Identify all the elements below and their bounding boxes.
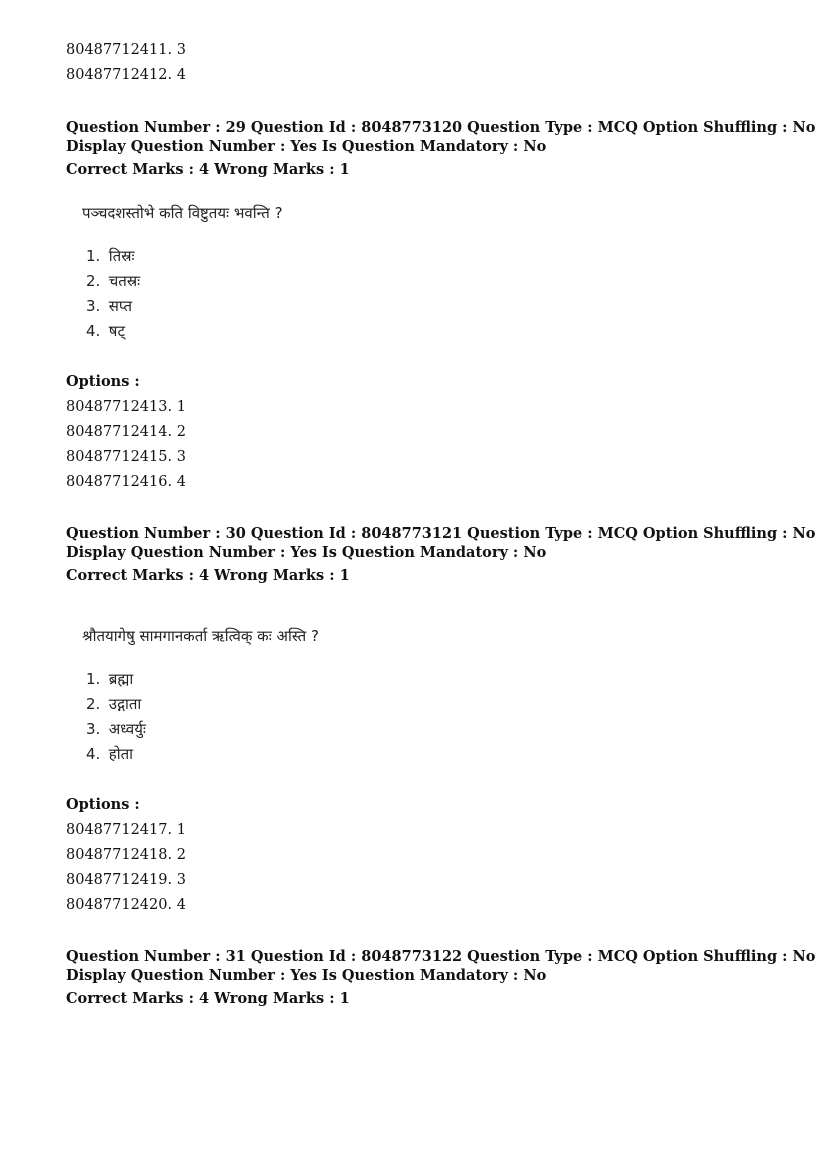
question-marks: Correct Marks : 4 Wrong Marks : 1 bbox=[66, 161, 350, 178]
option-line: 80487712415. 3 bbox=[66, 449, 186, 465]
option-line: 80487712413. 1 bbox=[66, 399, 186, 415]
choice-text: ब्रह्मा bbox=[108, 670, 134, 688]
options-label: Options : bbox=[66, 796, 140, 813]
choice-text: अध्वर्युः bbox=[108, 720, 146, 738]
option-line: 80487712411. 3 bbox=[66, 42, 186, 58]
choice-item bbox=[86, 245, 135, 267]
choice-number: 3. bbox=[86, 297, 101, 315]
question-marks: Correct Marks : 4 Wrong Marks : 1 bbox=[66, 567, 350, 584]
question-header: Question Number : 29 Question Id : 8048773120 Question Type : MCQ Option Shuffling : No bbox=[66, 119, 816, 136]
choice-item bbox=[86, 718, 146, 740]
choice-number: 1. bbox=[86, 247, 101, 265]
option-line: 80487712417. 1 bbox=[66, 822, 186, 838]
choice-item bbox=[86, 270, 140, 292]
question-header: Display Question Number : Yes Is Question Mandatory : No bbox=[66, 544, 547, 561]
choice-item bbox=[86, 295, 132, 317]
choice-number: 1. bbox=[86, 670, 101, 688]
question-header: Question Number : 30 Question Id : 8048773121 Question Type : MCQ Option Shuffling : No bbox=[66, 525, 816, 542]
question-header: Display Question Number : Yes Is Question Mandatory : No bbox=[66, 967, 547, 984]
question-header: Display Question Number : Yes Is Question Mandatory : No bbox=[66, 138, 547, 155]
choice-item bbox=[86, 743, 133, 765]
choice-number: 4. bbox=[86, 322, 101, 340]
option-line: 80487712418. 2 bbox=[66, 847, 186, 863]
option-line: 80487712412. 4 bbox=[66, 67, 186, 83]
option-line: 80487712416. 4 bbox=[66, 474, 186, 490]
choice-number: 3. bbox=[86, 720, 101, 738]
options-label: Options : bbox=[66, 373, 140, 390]
choice-text: तिस्रः bbox=[108, 247, 135, 265]
choice-number: 4. bbox=[86, 745, 101, 763]
question-marks: Correct Marks : 4 Wrong Marks : 1 bbox=[66, 990, 350, 1007]
choice-item bbox=[86, 668, 133, 690]
choice-item bbox=[86, 320, 125, 342]
choice-text: उद्गाता bbox=[108, 695, 142, 713]
choice-item bbox=[86, 693, 141, 715]
option-line: 80487712414. 2 bbox=[66, 424, 186, 440]
option-line: 80487712419. 3 bbox=[66, 872, 186, 888]
question-text: पञ्चदशस्तोभे कति विष्टुतयः भवन्ति ? bbox=[82, 204, 283, 222]
option-line: 80487712420. 4 bbox=[66, 897, 186, 913]
choice-text: षट् bbox=[108, 322, 126, 340]
choice-text: होता bbox=[108, 745, 134, 763]
question-text: श्रौतयागेषु सामगानकर्ता ऋत्विक् कः अस्ति ? bbox=[82, 627, 319, 645]
question-header: Question Number : 31 Question Id : 8048773122 Question Type : MCQ Option Shuffling : No bbox=[66, 948, 816, 965]
choice-text: चतस्रः bbox=[108, 272, 141, 290]
choice-number: 2. bbox=[86, 695, 101, 713]
choice-text: सप्त bbox=[108, 297, 133, 315]
choice-number: 2. bbox=[86, 272, 101, 290]
